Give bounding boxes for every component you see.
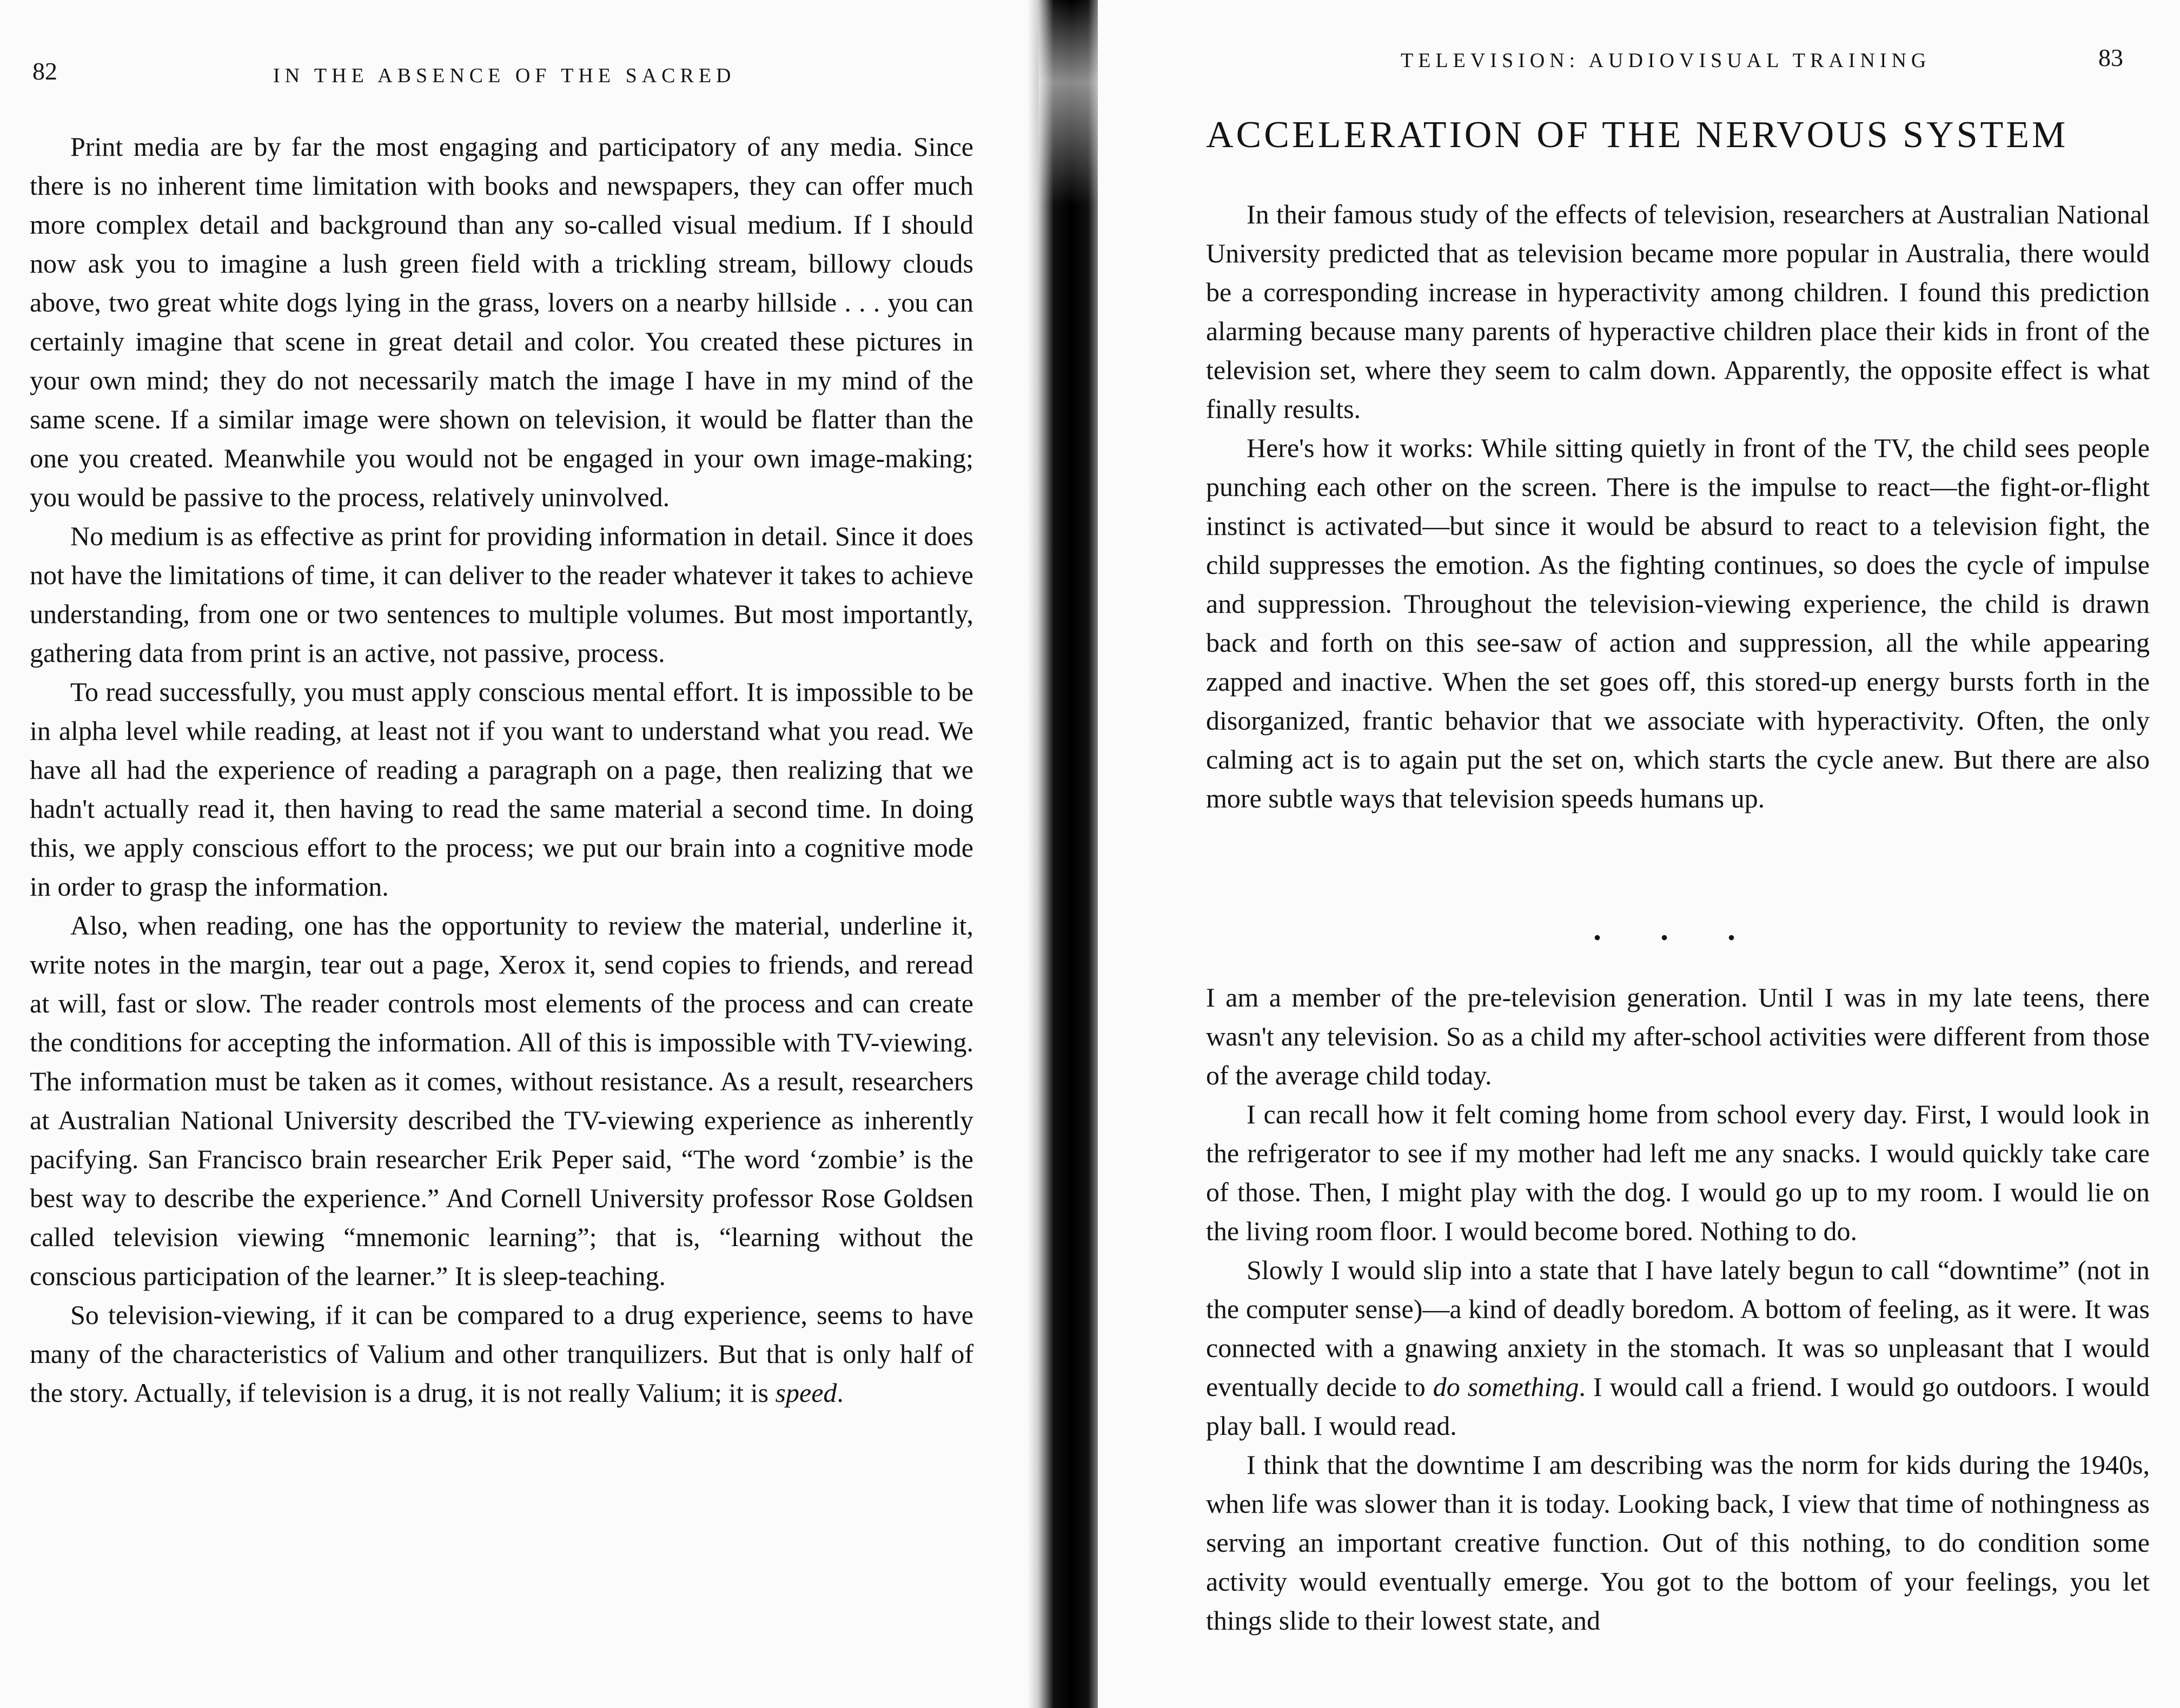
- right-paragraph-6: I think that the downtime I am describing was the norm for kids during the 1940s, when life was slower than it is today. Looking back, I view that time of nothingness as serving an important creative function. Out of this nothing, to do condition some activity would eventually emerge. You got to the bottom of your feelings, you let things slide to their lowest state, and: [1206, 1449, 2150, 1636]
- section-title: ACCELERATION OF THE NERVOUS SYSTEM: [1206, 114, 2069, 156]
- right-page: [1098, 0, 2180, 1708]
- right-paragraph-4: I can recall how it felt coming home from school every day. First, I would look in the refrigerator to see if my mother had left me any snacks. I would quickly take care of those. Then, I might play with the dog. I would go up to my room. I would lie on the living room floor. I would become bored. Nothing to do.: [1206, 1099, 2150, 1246]
- left-running-head: IN THE ABSENCE OF THE SACRED: [273, 64, 736, 87]
- right-running-head: TELEVISION: AUDIOVISUAL TRAINING: [1401, 49, 1931, 72]
- left-body-text: [30, 127, 973, 1412]
- right-body-text-top: [1206, 195, 2150, 818]
- left-paragraph-5: [30, 1295, 973, 1412]
- right-paragraph-5-emphasis: do something: [1433, 1372, 1579, 1402]
- left-paragraph-5-emphasis: speed: [775, 1378, 837, 1408]
- left-paragraph-2: No medium is as effective as print for providing information in detail. Since it does not have the limitations of time, it can deliver to the reader whatever it takes to achieve understanding, from one or two sentences to multiple volumes. But most importantly, gathering data from print is an active, not passive, process.: [30, 521, 973, 668]
- right-page-number: 83: [2098, 44, 2123, 71]
- right-paragraph-2: Here's how it works: While sitting quietly in front of the TV, the child sees people punching each other on the screen. There is the impulse to react—the fight-or-flight instinct is activated—but since it would be absurd to react to a television fight, the child suppresses the emotion. As the fighting continues, so does the cycle of impulse and suppression. Throughout the television-viewing experience, the child is drawn back and forth on this see-saw of action and suppression, all the while appearing zapped and inactive. When the set goes off, this stored-up energy bursts forth in the disorganized, frantic behavior that we associate with hyperactivity. Often, the only calming act is to again put the set on, which starts the cycle anew. But there are also more subtle ways that television speeds humans up.: [1206, 433, 2150, 813]
- left-paragraph-5-text: So television-viewing, if it can be compared to a drug experience, seems to have many of the characteristics of Valium and other tranquilizers. But that is only half of the story. Actually, if television is a drug, it is not really Valium; it is: [30, 1300, 973, 1408]
- left-page-number: 82: [32, 57, 57, 85]
- right-body-text-bottom: [1206, 978, 2150, 1640]
- left-page: [0, 0, 1044, 1708]
- book-spine-highlight: [1038, 0, 1103, 206]
- right-paragraph-3: I am a member of the pre-television generation. Until I was in my late teens, there wasn't any television. So as a child my after-school activities were different from those of the average child today.: [1206, 982, 2150, 1090]
- left-paragraph-5-end: .: [837, 1378, 844, 1408]
- right-paragraph-5-end: . I would call a friend. I would go outdoors. I would play ball. I would read.: [1206, 1372, 2150, 1441]
- left-paragraph-3: To read successfully, you must apply conscious mental effort. It is impossible to be in alpha level while reading, at least not if you want to understand what you read. We have all had the experience of reading a paragraph on a page, then realizing that we hadn't actually read it, then having to read the same material a second time. In doing this, we apply conscious effort to the process; we put our brain into a cognitive mode in order to grasp the information.: [30, 677, 973, 902]
- left-paragraph-1: Print media are by far the most engaging and participatory of any media. Since there is no inherent time limitation with books and newspapers, they can offer much more complex detail and background than any so-called visual medium. If I should now ask you to imagine a lush green field with a trickling stream, billowy clouds above, two great white dogs lying in the grass, lovers on a nearby hillside . . . you can certainly imagine that scene in great detail and color. You created these pictures in your own mind; they do not necessarily match the image I have in my mind of the same scene. If a similar image were shown on television, it would be flatter than the one you created. Meanwhile you would not be engaged in your own image-making; you would be passive to the process, relatively uninvolved.: [30, 131, 973, 512]
- right-paragraph-1: In their famous study of the effects of television, researchers at Australian National University predicted that as television became more popular in Australia, there would be a corresponding increase in hyperactivity among children. I found this prediction alarming because many parents of hyperactive children place their kids in front of the television set, where they seem to calm down. Apparently, the opposite effect is what finally results.: [1206, 199, 2150, 424]
- right-paragraph-5-start: Slowly I would slip into a state that I have lately begun to call “downtime” (not in the computer sense)—a kind of deadly boredom. A bottom of feeling, as it were. It was connected with a gnawing anxiety in the stomach. It was so unpleasant that I would eventually decide to: [1206, 1255, 2150, 1402]
- right-paragraph-5: [1206, 1250, 2150, 1445]
- left-paragraph-4: Also, when reading, one has the opportunity to review the material, underline it, write notes in the margin, tear out a page, Xerox it, send copies to friends, and reread at will, fast or slow. The reader controls most elements of the process and can create the conditions for accepting the information. All of this is impossible with TV-viewing. The information must be taken as it comes, without resistance. As a result, researchers at Australian National University described the TV-viewing experience as inherently pacifying. San Francisco brain researcher Erik Peper said, “The word ‘zombie’ is the best way to describe the experience.” And Cornell University professor Rose Goldsen called television viewing “mnemonic learning”; that is, “learning without the conscious participation of the learner.” It is sleep-teaching.: [30, 910, 973, 1291]
- section-separator: • • •: [1593, 925, 1762, 950]
